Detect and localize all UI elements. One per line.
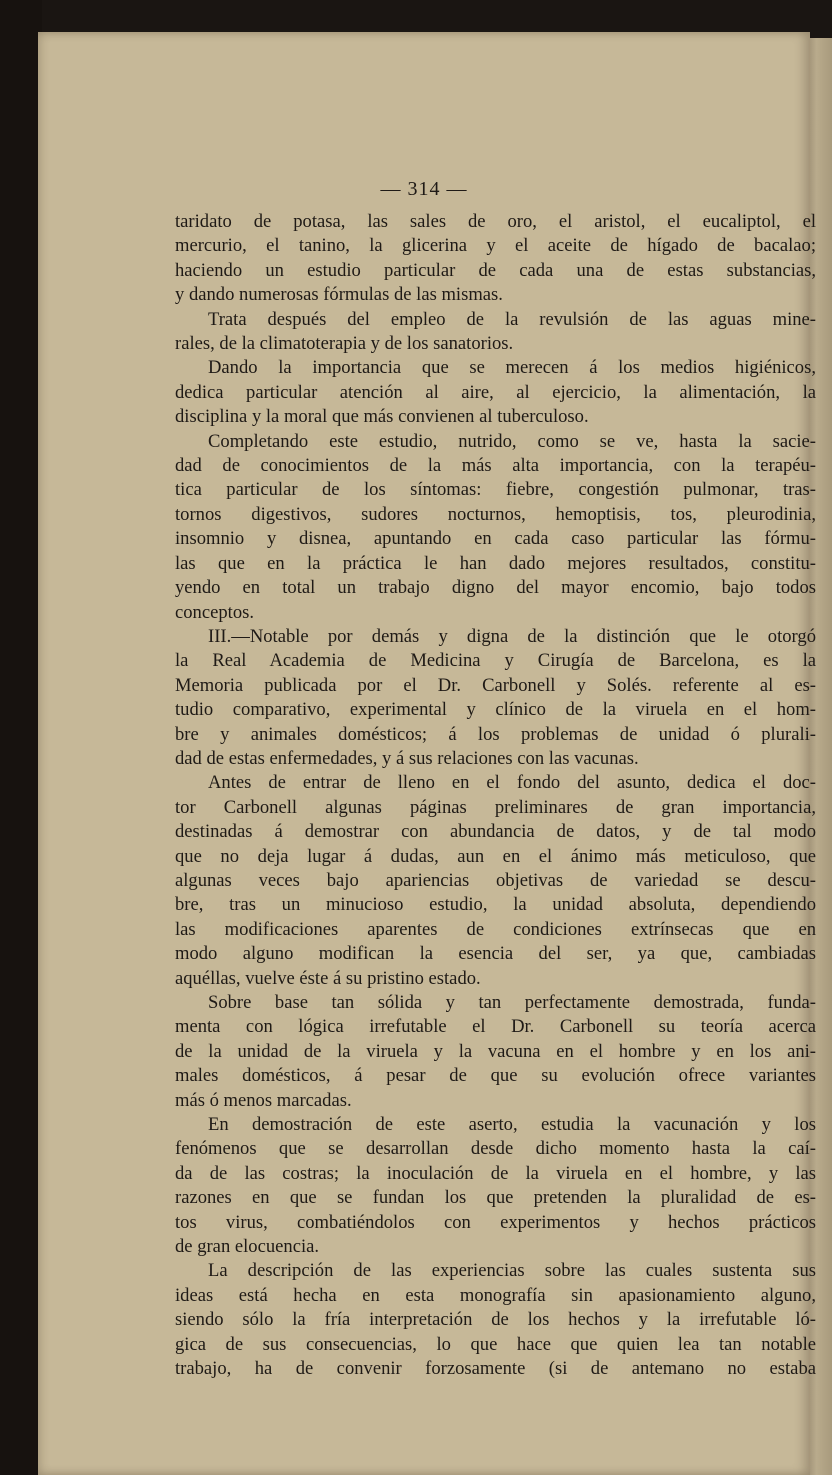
text-line: III.—Notable por demás y digna de la distinción que le otorgó xyxy=(208,625,816,647)
text-line: da de las costras; la inoculación de la viruela en el hombre, y las xyxy=(175,1162,816,1184)
text-line: menta con lógica irrefutable el Dr. Carbonell su teoría acerca xyxy=(175,1016,816,1038)
text-line: de gran elocuencia. xyxy=(175,1236,320,1258)
text-line: las modificaciones aparentes de condiciones extrínsecas que en xyxy=(175,918,816,940)
text-line: siendo sólo la fría interpretación de los hechos y la irrefutable ló- xyxy=(175,1309,816,1331)
page-number: — 314 — xyxy=(380,178,468,200)
text-line: que no deja lugar á dudas, aun en el ánimo más meticuloso, que xyxy=(175,845,816,867)
text-line: aquéllas, vuelve éste á su pristino estado. xyxy=(175,967,481,989)
text-line: Dando la importancia que se merecen á los medios higiénicos, xyxy=(208,357,816,379)
text-line: la Real Academia de Medicina y Cirugía de Barcelona, es la xyxy=(175,650,816,672)
text-line: Antes de entrar de lleno en el fondo del asunto, dedica el doc- xyxy=(208,772,816,794)
text-line: algunas veces bajo apariencias objetivas de variedad se descu- xyxy=(175,869,816,891)
text-line: tor Carbonell algunas páginas preliminares de gran importancia, xyxy=(175,796,816,818)
text-line: trabajo, ha de convenir forzosamente (si de antemano no estaba xyxy=(175,1358,816,1380)
text-line: más ó menos marcadas. xyxy=(175,1089,352,1111)
text-line: conceptos. xyxy=(175,601,254,623)
scan-background-left xyxy=(0,0,42,1475)
text-line: Completando este estudio, nutrido, como se ve, hasta la sacie- xyxy=(208,430,816,452)
text-line: las que en la práctica le han dado mejores resultados, constitu- xyxy=(175,552,816,574)
text-line: fenómenos que se desarrollan desde dicho momento hasta la caí- xyxy=(175,1138,816,1160)
text-line: ideas está hecha en esta monografía sin apasionamiento alguno, xyxy=(175,1284,816,1306)
text-line: dad de conocimientos de la más alta importancia, con la terapéu- xyxy=(175,455,816,477)
text-line: En demostración de este aserto, estudia la vacunación y los xyxy=(208,1114,816,1136)
text-line: haciendo un estudio particular de cada una de estas substancias, xyxy=(175,259,816,281)
text-line: La descripción de las experiencias sobre las cuales sustenta sus xyxy=(208,1260,816,1282)
page-body-text xyxy=(175,210,816,1382)
text-line: tos virus, combatiéndolos con experimentos y hechos prácticos xyxy=(175,1211,816,1233)
text-line: tica particular de los síntomas: fiebre, congestión pulmonar, tras- xyxy=(175,479,816,501)
text-line: Sobre base tan sólida y tan perfectamente demostrada, funda- xyxy=(208,992,816,1013)
text-line: males domésticos, á pesar de que su evolución ofrece variantes xyxy=(175,1065,816,1087)
text-line: yendo en total un trabajo digno del mayor encomio, bajo todos xyxy=(175,577,816,599)
text-line: tornos digestivos, sudores nocturnos, hemoptisis, tos, pleurodinia, xyxy=(175,503,816,525)
text-line: dedica particular atención al aire, al ejercicio, la alimentación, la xyxy=(175,381,816,403)
text-line: Memoria publicada por el Dr. Carbonell y Solés. referente al es- xyxy=(175,674,816,696)
text-line: bre, tras un minucioso estudio, la unidad absoluta, dependiendo xyxy=(175,894,816,916)
text-line: modo alguno modifican la esencia del ser, ya que, cambiadas xyxy=(175,943,816,965)
text-line: de la unidad de la viruela y la vacuna en el hombre y en los ani- xyxy=(175,1040,816,1062)
text-line: tudio comparativo, experimental y clínico de la viruela en el hom- xyxy=(175,699,816,721)
text-line: destinadas á demostrar con abundancia de datos, y de tal modo xyxy=(175,821,816,843)
text-line: rales, de la climatoterapia y de los sanatorios. xyxy=(175,333,514,355)
text-line: dad de estas enfermedades, y á sus relaciones con las vacunas. xyxy=(175,747,639,769)
text-line: taridato de potasa, las sales de oro, el aristol, el eucaliptol, el xyxy=(175,211,816,232)
text-line: gica de sus consecuencias, lo que hace que quien lea tan notable xyxy=(175,1333,816,1355)
text-line: mercurio, el tanino, la glicerina y el aceite de hígado de bacalao; xyxy=(175,235,816,257)
text-line: y dando numerosas fórmulas de las mismas. xyxy=(175,284,503,306)
text-line: insomnio y disnea, apuntando en cada caso particular las fórmu- xyxy=(175,528,816,550)
text-line: bre y animales domésticos; á los problemas de unidad ó plurali- xyxy=(175,723,816,745)
text-line: razones en que se fundan los que pretenden la pluralidad de es- xyxy=(175,1187,816,1209)
text-line: Trata después del empleo de la revulsión de las aguas mine- xyxy=(208,308,816,330)
book-page xyxy=(38,32,816,1475)
text-line: disciplina y la moral que más convienen al tuberculoso. xyxy=(175,406,589,428)
